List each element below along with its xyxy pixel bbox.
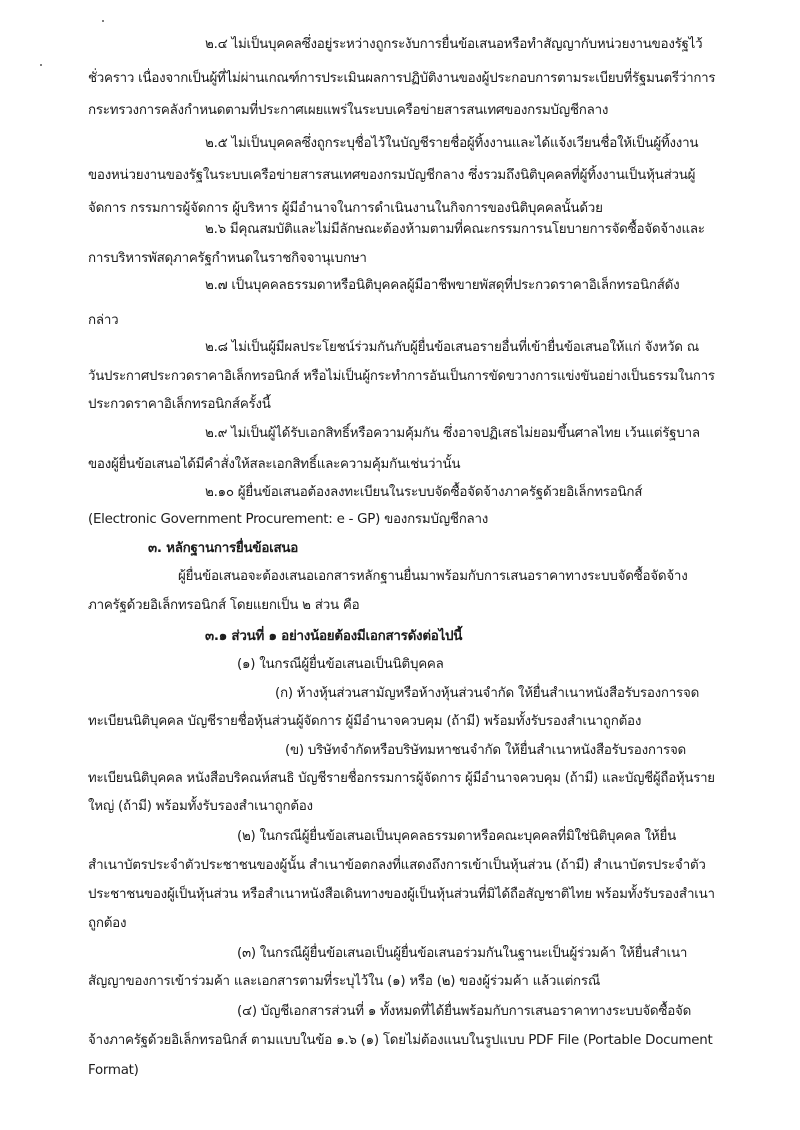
scan-speck [40,64,42,66]
clause-2-10-line-2: (Electronic Government Procurement: e - GP) ของกรมบัญชีกลาง [88,512,489,527]
clause-2-8-line-3: ประกวดราคาอิเล็กทรอนิกส์ครั้งนี้ [88,397,271,412]
clause-2-9-line-2: ของผู้ยื่นข้อเสนอได้มีคำสั่งให้สละเอกสิทธิ์และความคุ้มกันเช่นว่านั้น [88,457,461,472]
item-4-line-1: (๔) บัญชีเอกสารส่วนที่ ๑ ทั้งหมดที่ได้ยื่นพร้อมกับการเสนอราคาทางระบบจัดซื้อจัด [237,1004,692,1019]
clause-2-4-line-3: กระทรวงการคลังกำหนดตามที่ประกาศเผยแพร่ในระบบเครือข่ายสารสนเทศของกรมบัญชีกลาง [88,103,609,118]
clause-2-9-line-1: ๒.๙ ไม่เป็นผู้ได้รับเอกสิทธิ์หรือความคุ้มกัน ซึ่งอาจปฏิเสธไม่ยอมขึ้นศาลไทย เว้นแต่รัฐบาล [205,426,700,441]
section-3-heading: ๓. หลักฐานการยื่นข้อเสนอ [148,541,299,556]
clause-2-8-line-2: วันประกาศประกวดราคาอิเล็กทรอนิกส์ หรือไม่เป็นผู้กระทำการอันเป็นการขัดขวางการแข่งขันอย่างเป็นธรรมในการ [88,369,715,384]
item-3-line-1: (๓) ในกรณีผู้ยื่นข้อเสนอเป็นผู้ยื่นข้อเสนอร่วมกันในฐานะเป็นผู้ร่วมค้า ให้ยื่นสำเนา [237,946,688,961]
section-3-intro-line-2: ภาครัฐด้วยอิเล็กทรอนิกส์ โดยแยกเป็น ๒ ส่วน คือ [88,598,360,613]
clause-2-4-line-2: ชั่วคราว เนื่องจากเป็นผู้ที่ไม่ผ่านเกณฑ์การประเมินผลการปฏิบัติงานของผู้ประกอบการตามระเบียบที่รัฐมนตรีว่าการ [88,71,716,86]
clause-2-6-line-2: การบริหารพัสดุภาครัฐกำหนดในราชกิจจานุเบกษา [88,251,367,266]
clause-2-4-line-1: ๒.๔ ไม่เป็นบุคคลซึ่งอยู่ระหว่างถูกระงับการยื่นข้อเสนอหรือทำสัญญากับหน่วยงานของรัฐไว้ [205,37,703,52]
item-4-line-3: Format) [88,1063,139,1078]
item-3-line-2: สัญญาของการเข้าร่วมค้า และเอกสารตามที่ระบุไว้ใน (๑) หรือ (๒) ของผู้ร่วมค้า แล้วแต่กรณี [88,974,600,989]
clause-2-5-line-1: ๒.๕ ไม่เป็นบุคคลซึ่งถูกระบุชื่อไว้ในบัญชีรายชื่อผู้ทิ้งงานและได้แจ้งเวียนชื่อให้เป็นผู้ทิ้งงาน [205,136,699,151]
item-1-ka-line-1: (ก) ห้างหุ้นส่วนสามัญหรือห้างหุ้นส่วนจำกัด ให้ยื่นสำเนาหนังสือรับรองการจด [275,686,700,701]
item-2-line-3: ประชาชนของผู้เป็นหุ้นส่วน หรือสำเนาหนังสือเดินทางของผู้เป็นหุ้นส่วนที่มิได้ถือสัญชาติไทย พร้อมทั้งรับรองสำเนา [88,887,715,902]
section-3-intro-line-1: ผู้ยื่นข้อเสนอจะต้องเสนอเอกสารหลักฐานยื่นมาพร้อมกับการเสนอราคาทางระบบจัดซื้อจัดจ้าง [178,569,688,584]
clause-2-7-line-1: ๒.๗ เป็นบุคคลธรรมดาหรือนิติบุคคลผู้มีอาชีพขายพัสดุที่ประกวดราคาอิเล็กทรอนิกส์ดัง [205,278,680,293]
item-1-heading: (๑) ในกรณีผู้ยื่นข้อเสนอเป็นนิติบุคคล [237,657,444,672]
clause-2-8-line-1: ๒.๘ ไม่เป็นผู้มีผลประโยชน์ร่วมกันกับผู้ยื่นข้อเสนอรายอื่นที่เข้ายื่นข้อเสนอให้แก่ จังหวัด ณ [205,340,699,355]
item-1-kho-line-3: ใหญ่ (ถ้ามี) พร้อมทั้งรับรองสำเนาถูกต้อง [88,799,313,814]
clause-2-7-line-2: กล่าว [88,313,119,328]
item-2-line-2: สำเนาบัตรประจำตัวประชาชนของผู้นั้น สำเนาข้อตกลงที่แสดงถึงการเข้าเป็นหุ้นส่วน (ถ้ามี) สำเนาบัตรประจำตัว [88,858,706,873]
item-1-kho-line-1: (ข) บริษัทจำกัดหรือบริษัทมหาชนจำกัด ให้ยื่นสำเนาหนังสือรับรองการจด [285,743,686,758]
clause-2-5-line-3: จัดการ กรรมการผู้จัดการ ผู้บริหาร ผู้มีอำนาจในการดำเนินงานในกิจการของนิติบุคคลนั้นด้วย [88,201,603,216]
item-1-kho-line-2: ทะเบียนนิติบุคคล หนังสือบริคณห์สนธิ บัญชีรายชื่อกรรมการผู้จัดการ ผู้มีอำนาจควบคุม (ถ้ามี) และบัญชีผู้ถือหุ้นราย [88,771,715,786]
section-3-1-heading: ๓.๑ ส่วนที่ ๑ อย่างน้อยต้องมีเอกสารดังต่อไปนี้ [205,629,463,644]
clause-2-10-line-1: ๒.๑๐ ผู้ยื่นข้อเสนอต้องลงทะเบียนในระบบจัดซื้อจัดจ้างภาครัฐด้วยอิเล็กทรอนิกส์ [205,485,643,500]
item-2-line-4: ถูกต้อง [88,916,127,931]
scan-speck [102,20,104,22]
item-2-line-1: (๒) ในกรณีผู้ยื่นข้อเสนอเป็นบุคคลธรรมดาหรือคณะบุคคลที่มิใช่นิติบุคคล ให้ยื่น [237,829,677,844]
clause-2-6-line-1: ๒.๖ มีคุณสมบัติและไม่มีลักษณะต้องห้ามตามที่คณะกรรมการนโยบายการจัดซื้อจัดจ้างและ [205,222,705,237]
item-1-ka-line-2: ทะเบียนนิติบุคคล บัญชีรายชื่อหุ้นส่วนผู้จัดการ ผู้มีอำนาจควบคุม (ถ้ามี) พร้อมทั้งรับรองสำเนาถูกต้อง [88,714,642,729]
item-4-line-2: จ้างภาครัฐด้วยอิเล็กทรอนิกส์ ตามแบบในข้อ ๑.๖ (๑) โดยไม่ต้องแนบในรูปแบบ PDF File (Portable Document [88,1033,713,1048]
clause-2-5-line-2: ของหน่วยงานของรัฐในระบบเครือข่ายสารสนเทศของกรมบัญชีกลาง ซึ่งรวมถึงนิติบุคคลที่ผู้ทิ้งงานเป็นหุ้นส่วนผู้ [88,168,696,183]
